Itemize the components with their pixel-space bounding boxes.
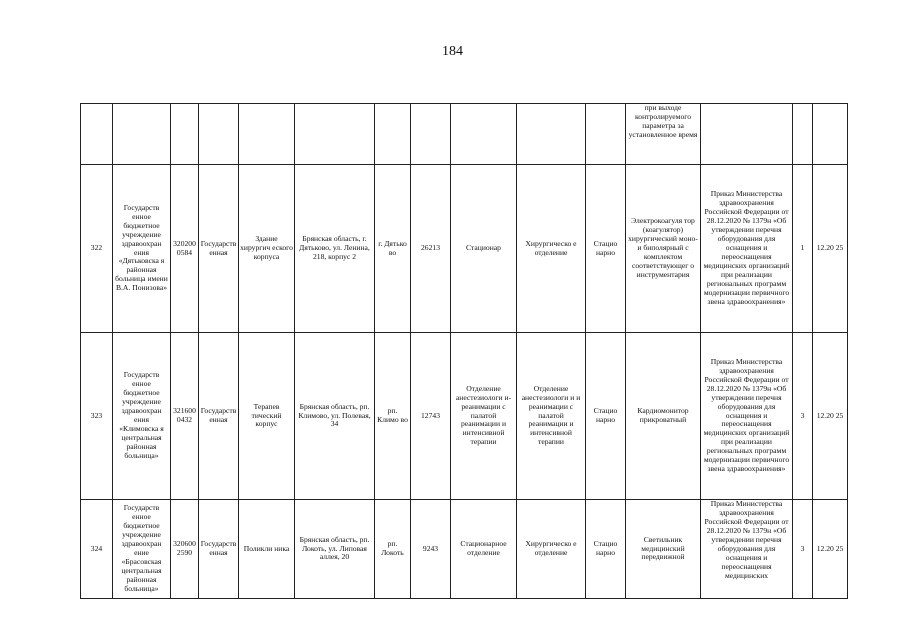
- care-mode: Стацио нарно: [586, 333, 626, 500]
- organization-code: 320200 0584: [171, 165, 199, 333]
- due-date: 12.20 25: [813, 333, 848, 500]
- locality-index: 12743: [411, 333, 451, 500]
- address: Брянская область, рп. Локоть, ул. Липовая аллея, 20: [295, 500, 375, 599]
- cell: [113, 104, 171, 165]
- organization-code: 321600 0432: [171, 333, 199, 500]
- ownership-type: Государств енная: [199, 165, 239, 333]
- legal-basis: Приказ Министерства здравоохранения Российской Федерации от 28.12.2020 № 1379н «Об утверждении перечня оборудования для оснащения и переоснащения медицинских: [701, 500, 793, 599]
- quantity: 1: [793, 165, 813, 333]
- continuation-row: [81, 104, 848, 165]
- due-date: 12.20 25: [813, 165, 848, 333]
- cell: [239, 104, 295, 165]
- address: Брянская область, г. Дятьково, ул. Ленина, 218, корпус 2: [295, 165, 375, 333]
- ownership-type: Государств енная: [199, 333, 239, 500]
- equipment-name: Электрокоагуля тор (коагулятор) хирургический моно- и биполярный с комплектом соответствующег о инструментария: [626, 165, 701, 333]
- care-mode: Стацио нарно: [586, 165, 626, 333]
- unit-name: Отделение анестезиологи и-реанимации с палатой реанимации и интенсивной терапии: [451, 333, 517, 500]
- address: Брянская область, рп. Климово, ул. Полевая, 34: [295, 333, 375, 500]
- cell: [517, 104, 586, 165]
- organization-name: Государств енное бюджетное учреждение здравоохран ения «Климовска я центральная районная больница»: [113, 333, 171, 500]
- department-name: Хирургическо е отделение: [517, 165, 586, 333]
- building-name: Здание хирургич еского корпуса: [239, 165, 295, 333]
- building-name: Поликли ника: [239, 500, 295, 599]
- cell: [411, 104, 451, 165]
- locality-index: 26213: [411, 165, 451, 333]
- table-row: [81, 333, 848, 500]
- cell: [295, 104, 375, 165]
- legal-basis: Приказ Министерства здравоохранения Российской Федерации от 28.12.2020 № 1379н «Об утверждении перечня оборудования для оснащения и переоснащения медицинских организаций при реализации региональных программ модернизации первичного звена здравоохранения»: [701, 333, 793, 500]
- cell: [701, 104, 793, 165]
- legal-basis: Приказ Министерства здравоохранения Российской Федерации от 28.12.2020 № 1379н «Об утверждении перечня оборудования для оснащения и переоснащения медицинских организаций при реализации региональных программ модернизации первичного звена здравоохранения»: [701, 165, 793, 333]
- unit-name: Стационарное отделение: [451, 500, 517, 599]
- cell: [199, 104, 239, 165]
- locality-index: 9243: [411, 500, 451, 599]
- organization-name: Государств енное бюджетное учреждение здравоохран ения «Дятьковска я районная больница имени В.А. Понизова»: [113, 165, 171, 333]
- quantity: 3: [793, 333, 813, 500]
- cell: [171, 104, 199, 165]
- unit-name: Стационар: [451, 165, 517, 333]
- cell: [81, 104, 113, 165]
- cell: [451, 104, 517, 165]
- building-name: Терапев тический корпус: [239, 333, 295, 500]
- department-name: Отделение анестезиологи и и реанимации с палатой реанимации и интенсивной терапии: [517, 333, 586, 500]
- equipment-name: Светильник медицинский передвижной: [626, 500, 701, 599]
- cell: [586, 104, 626, 165]
- page-number: 184: [442, 44, 463, 59]
- table-row: [81, 500, 848, 599]
- table-row: [81, 165, 848, 333]
- equipment-name: Кардиомонитор прикроватный: [626, 333, 701, 500]
- cell: [793, 104, 813, 165]
- locality: рп. Климо во: [375, 333, 411, 500]
- department-name: Хирургическо е отделение: [517, 500, 586, 599]
- row-number: 323: [81, 333, 113, 500]
- register-table: [80, 103, 848, 599]
- organization-name: Государств енное бюджетное учреждение здравоохран ение «Брасовская центральная районная больница»: [113, 500, 171, 599]
- ownership-type: Государств енная: [199, 500, 239, 599]
- organization-code: 320600 2590: [171, 500, 199, 599]
- due-date: 12.20 25: [813, 500, 848, 599]
- locality: г. Дятько во: [375, 165, 411, 333]
- cell: [375, 104, 411, 165]
- row-number: 322: [81, 165, 113, 333]
- equipment-cell: при выходе контролируемого параметра за установленное время: [626, 104, 701, 165]
- quantity: 3: [793, 500, 813, 599]
- cell: [813, 104, 848, 165]
- care-mode: Стацио нарно: [586, 500, 626, 599]
- locality: рп. Локоть: [375, 500, 411, 599]
- row-number: 324: [81, 500, 113, 599]
